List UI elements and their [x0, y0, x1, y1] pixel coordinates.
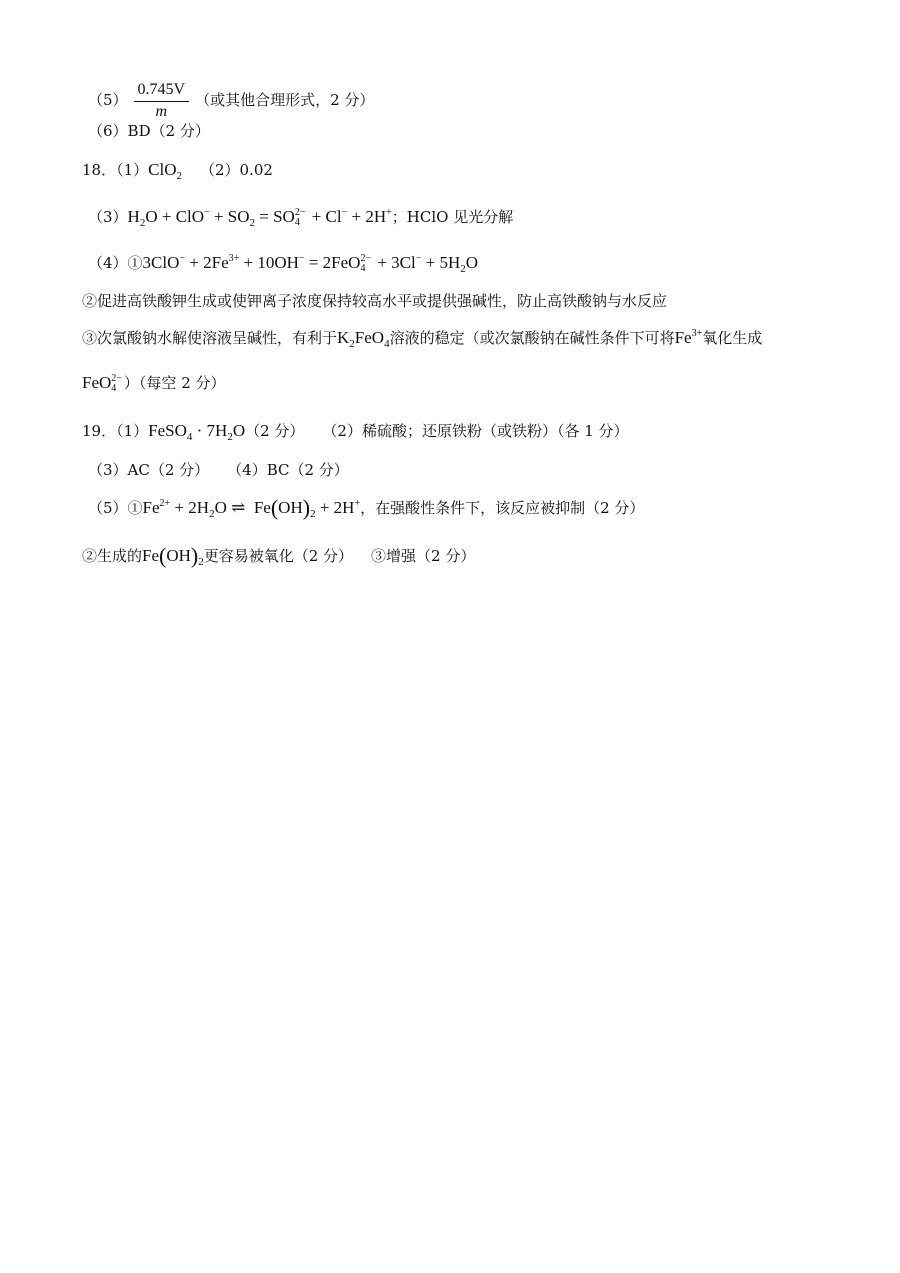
answer-2: （2）0.02 — [199, 161, 273, 179]
question-number: 18．（1） — [82, 161, 149, 179]
fraction-numerator: 0.745V — [134, 80, 190, 102]
fraction — [134, 80, 190, 122]
q18-line4-3: ③次氯酸钠水解使溶液呈碱性，有利于$K_2FeO_4$溶液的稳定（或次氯酸钠在碱性条件下可将$Fe^{3+}$氧化生成 — [82, 328, 763, 350]
formula-feo4: FeO 2− 4 — [82, 373, 122, 395]
q18-line3 — [88, 207, 513, 228]
answer-3: （3）AC（2 分） — [88, 461, 210, 479]
answer-5-3: ③增强（2 分） — [371, 547, 476, 565]
q18-line1 — [82, 160, 273, 180]
answer-4: （4）BC（2 分） — [227, 461, 349, 479]
formula-k2feo4: $K_2FeO_4$ — [337, 328, 390, 350]
answer-2: （2）稀硫酸；还原铁粉（或铁粉）（各 1 分） — [322, 422, 629, 440]
question-number: 19．（1） — [82, 422, 149, 440]
q18-line4-2: ②促进高铁酸钾生成或使钾离子浓度保持较高水平或提供强碱性，防止高铁酸钠与水反应 — [82, 292, 668, 310]
q17-item6: （6）BD（2 分） — [88, 122, 210, 140]
item-note: ；HClO 见光分解 — [391, 208, 514, 226]
formula-clo2: ClO$_2$ — [148, 160, 182, 182]
q18-line4 — [88, 253, 478, 274]
equation-3: $H_2O + ClO^- + SO_2$ = SO 2− 4 + Cl− + 2H+ — [127, 207, 392, 229]
formula-feso4: FeSO$_4$ · $7H_2O$ — [148, 421, 246, 443]
item-label: （3） — [88, 208, 128, 226]
formula-fe3: $Fe^{3+}$ — [674, 328, 703, 347]
equation-5: $Fe^{2+} + 2H_2O$ ⇌ $Fe(OH)_2 + 2H^+$ — [142, 495, 361, 520]
q19-line5-2: ②生成的$Fe(OH)_2$更容易被氧化（2 分） ③增强（2 分） — [82, 543, 476, 568]
q19-line3 — [88, 460, 349, 480]
item-note: （或其他合理形式，2 分） — [195, 91, 375, 109]
formula-feoh2: $Fe(OH)_2$ — [142, 543, 204, 568]
q18-line4-3-cont: FeO 2− 4 ）（每空 2 分） — [82, 373, 226, 395]
item-label: （4）① — [88, 254, 143, 272]
item-label: （5） — [88, 91, 128, 109]
item-label: （5）① — [88, 499, 143, 517]
q17-item5 — [88, 80, 374, 122]
fraction-denominator: m — [155, 103, 168, 120]
q19-line1: 19．（1）FeSO$_4$ · $7H_2O(2$ 分） （2）稀硫酸；还原铁粉（或铁粉）（各 1 分） — [82, 421, 629, 443]
equation-4: $3ClO^- + 2Fe^{3+} + 10OH^- = 2FeO$ 2− 4 + $3Cl^- + 5H_2O$ — [142, 253, 479, 275]
q19-line5: $(5)①Fe^{2+} + 2H_2O$ ⇌ $Fe(OH)_2 + 2H^+$，在强酸性条件下，该反应被抑制（2 分） — [88, 495, 645, 520]
